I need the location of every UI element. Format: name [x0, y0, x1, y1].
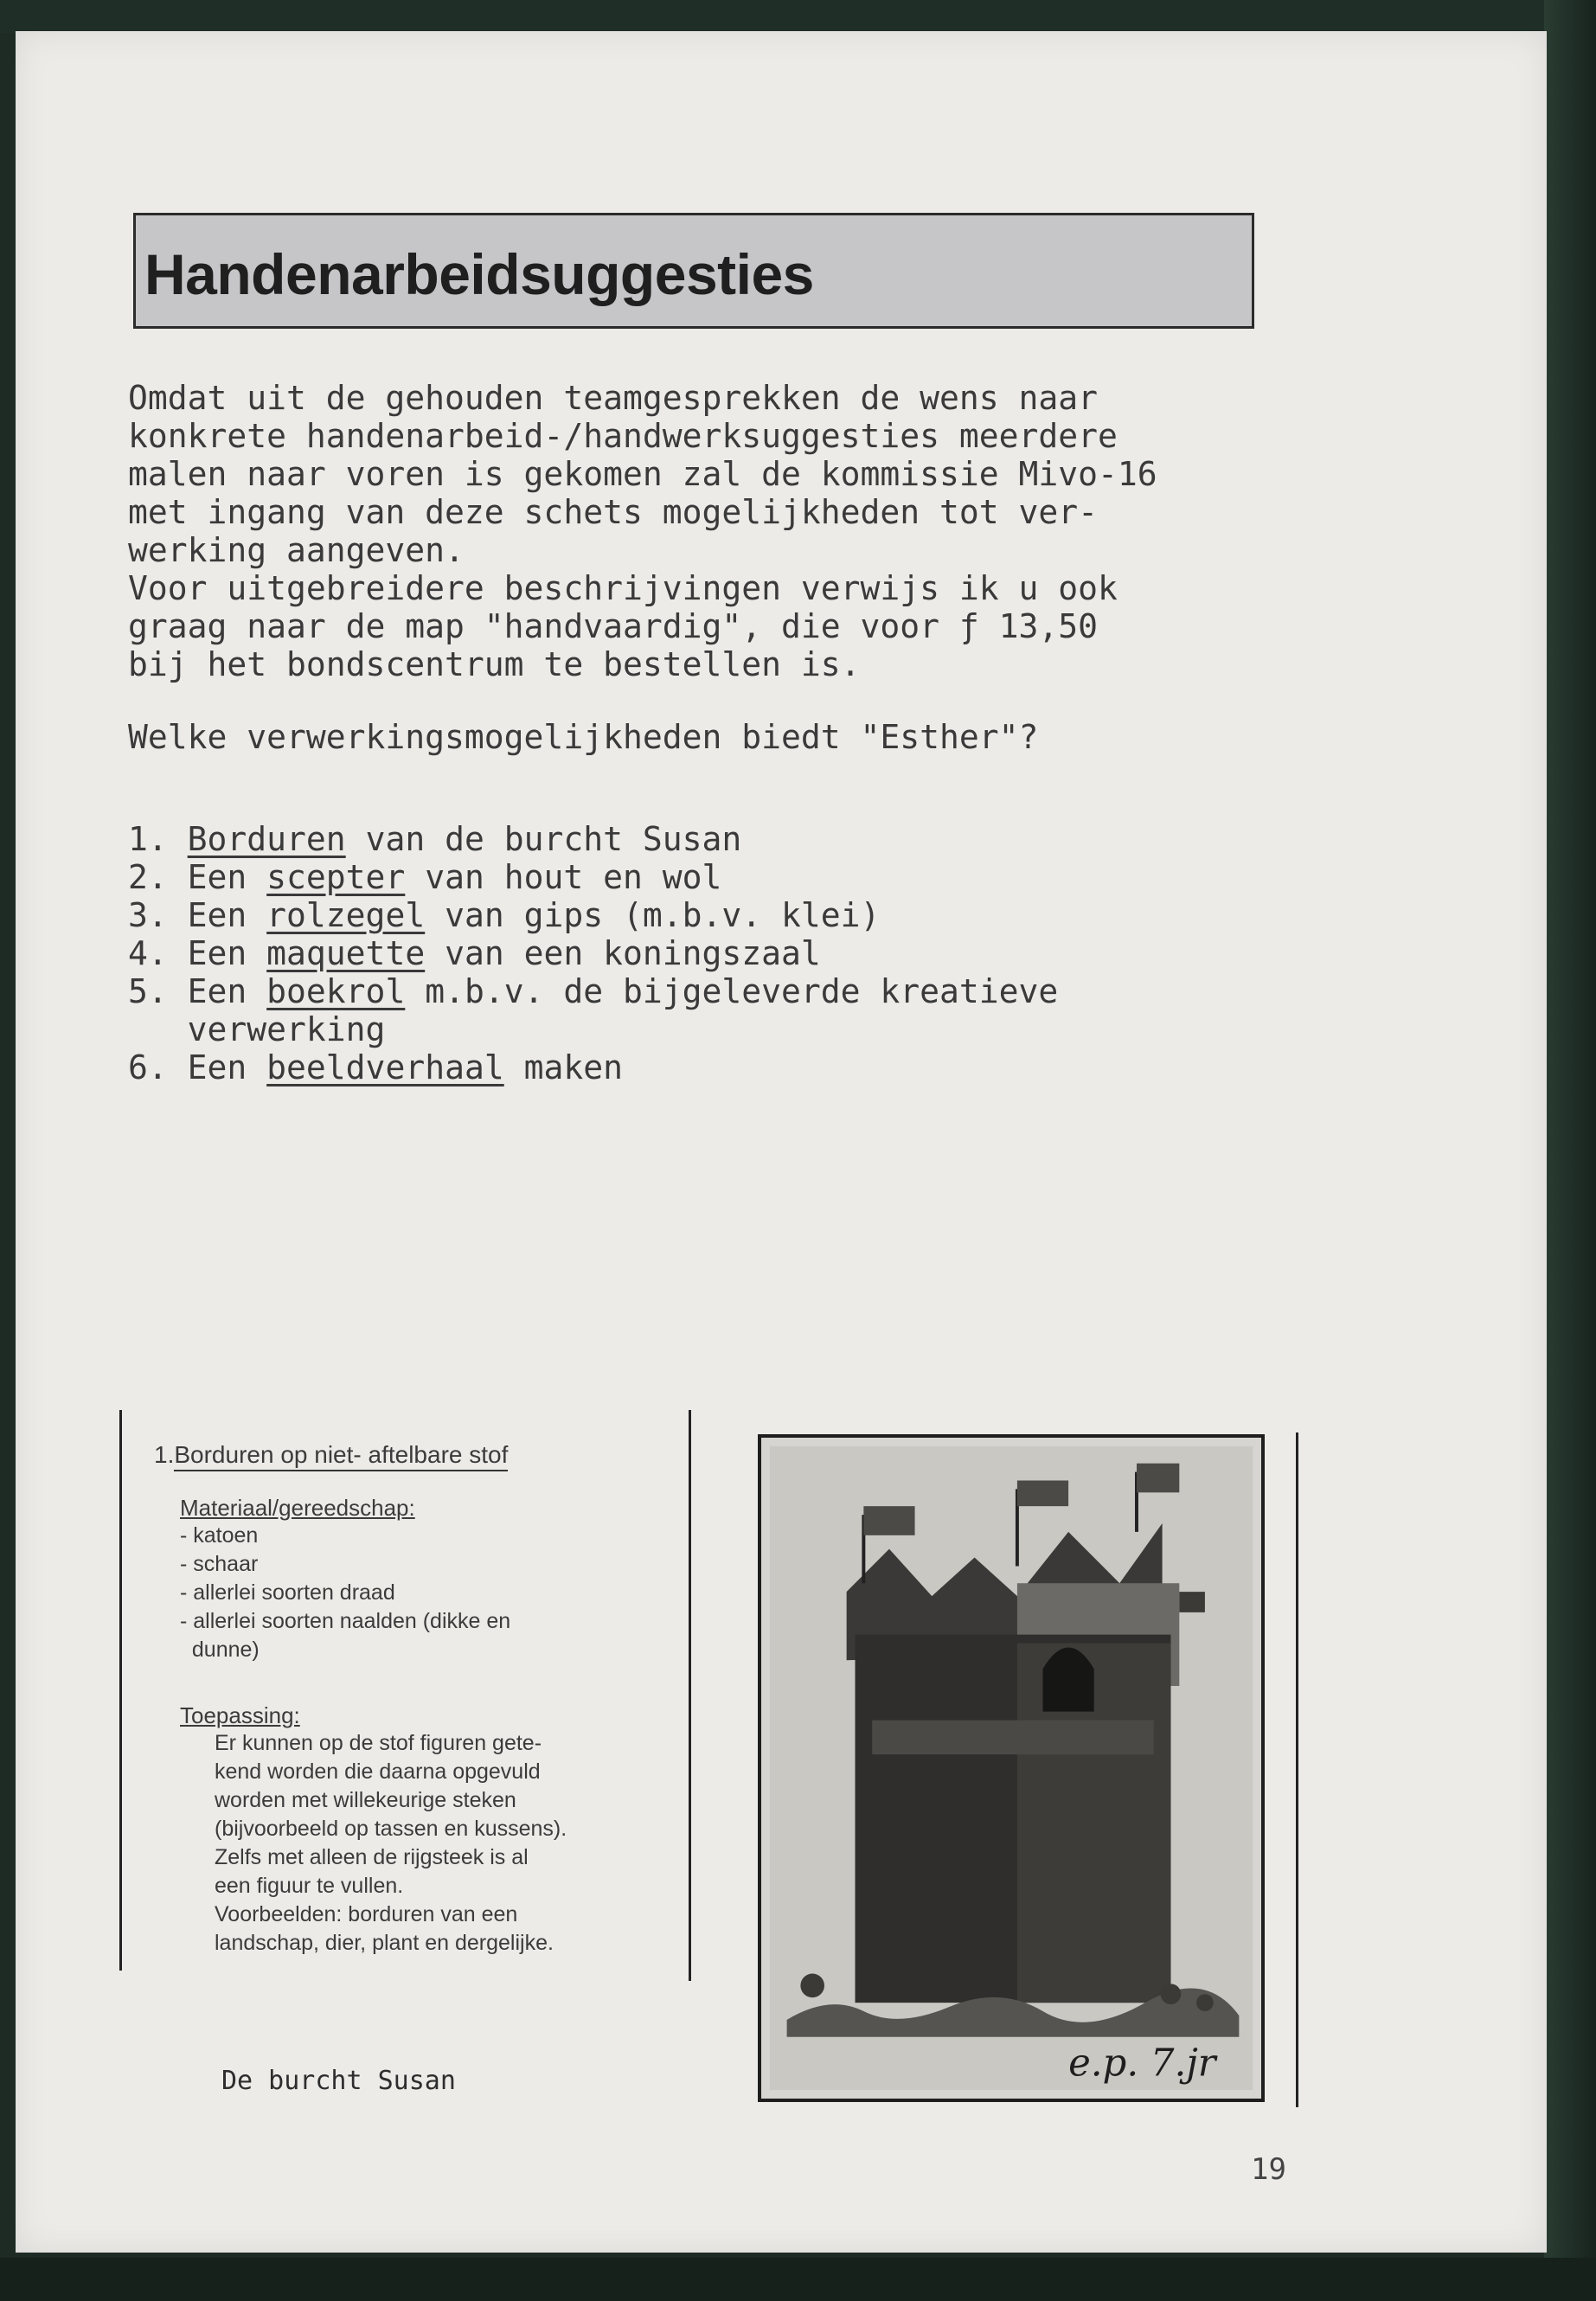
title-box — [133, 213, 1254, 329]
list-item-continuation: verwerking — [187, 1010, 386, 1048]
section-heading: 1.Borduren op niet- aftelbare stof — [154, 1441, 690, 1469]
list-item: dunne) — [180, 1638, 260, 1662]
list-item: 2. Een scepter van hout en wol — [128, 858, 722, 896]
page-title: Handenarbeidsuggesties — [144, 242, 814, 306]
intro-line: met ingang van deze schets mogelijkheden tot ver- — [128, 493, 1099, 531]
intro-line: konkrete handenarbeid-/handwerksuggesties meerdere — [128, 417, 1118, 455]
photo-signature: e.p. 7.jr — [1068, 2041, 1216, 2086]
suggestion-term: boekrol — [266, 972, 406, 1010]
application-label: Toepassing: — [180, 1702, 300, 1728]
castle-illustration — [761, 1438, 1261, 2099]
list-item: 3. Een rolzegel van gips (m.b.v. klei) — [128, 896, 881, 934]
question: Welke verwerkingsmogelijkheden biedt "Esther"? — [128, 718, 1039, 756]
materials-list — [180, 1522, 690, 1664]
suggestion-term: scepter — [266, 858, 406, 896]
application-text: Er kunnen op de stof figuren gete- kend worden die daarna opgevuld worden met willekeurige steken (bijvoorbeeld op tassen en kussens). Zelfs met alleen de rijgsteek is al een figuur te vullen. Voorbeelden: borduren van een landschap, dier, plant en dergelijke. — [215, 1731, 567, 1955]
suggestion-term: rolzegel — [266, 896, 426, 934]
intro-line: malen naar voren is gekomen zal de kommissie Mivo-16 — [128, 455, 1157, 493]
page-number: 19 — [1251, 2152, 1286, 2187]
materials-label: Materiaal/gereedschap: — [180, 1495, 415, 1521]
list-item: 6. Een beeldverhaal maken — [128, 1048, 623, 1086]
list-item: - allerlei soorten naalden (dikke en — [180, 1609, 511, 1633]
intro-text — [128, 379, 1356, 756]
list-item: 4. Een maquette van een koningszaal — [128, 934, 821, 972]
intro-line: werking aangeven. — [128, 531, 465, 569]
list-item: - schaar — [180, 1552, 259, 1576]
page — [16, 31, 1547, 2253]
suggestion-term: beeldverhaal — [266, 1048, 504, 1086]
list-item: - katoen — [180, 1523, 259, 1548]
suggestion-list — [128, 820, 1356, 1086]
divider-left — [119, 1410, 122, 1971]
castle-embroidery-photo — [758, 1434, 1265, 2102]
list-item: - allerlei soorten draad — [180, 1580, 395, 1605]
suggestion-term: maquette — [266, 934, 426, 972]
list-item: 5. Een boekrol m.b.v. de bijgeleverde kreatieve — [128, 972, 1059, 1010]
intro-line: bij het bondscentrum te bestellen is. — [128, 645, 861, 683]
section-borduren — [154, 1441, 690, 1958]
intro-line: graag naar de map "handvaardig", die voor ƒ 13,50 — [128, 607, 1099, 645]
binder-spine — [1544, 0, 1596, 2301]
binder-bottom-edge — [0, 2258, 1596, 2301]
divider-right — [1296, 1433, 1298, 2107]
suggestion-term: Borduren — [187, 820, 346, 858]
photo-caption: De burcht Susan — [221, 2066, 456, 2096]
list-item: 1. Borduren van de burcht Susan — [128, 820, 742, 858]
intro-line: Voor uitgebreidere beschrijvingen verwijs ik u ook — [128, 569, 1118, 607]
intro-line: Omdat uit de gehouden teamgesprekken de wens naar — [128, 379, 1099, 417]
binder-top-edge — [0, 0, 1596, 33]
